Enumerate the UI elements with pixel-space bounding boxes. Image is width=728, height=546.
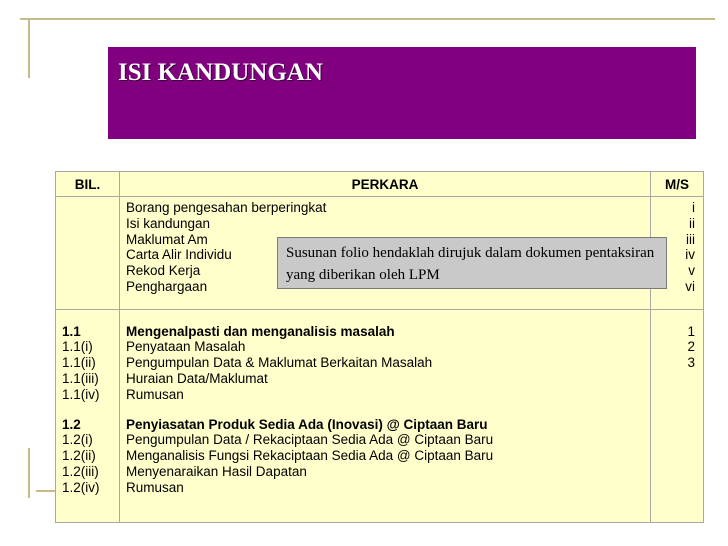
item-number: 1.2(i): [62, 432, 93, 448]
list-item: Rumusan: [126, 479, 184, 495]
decor-line-top: [20, 18, 715, 20]
page-number: 3: [687, 355, 695, 371]
list-item: Borang pengesahan berperingkat: [126, 200, 327, 215]
contents-table: [55, 171, 704, 523]
page-number: vi: [685, 278, 695, 294]
page-number: v: [688, 263, 695, 279]
page-number: ii: [689, 215, 695, 231]
item-number: 1.1(iii): [62, 371, 99, 387]
list-item: Menganalisis Fungsi Rekaciptaan Sedia Ada @ Ciptaan Baru: [126, 448, 494, 464]
section-number: 1.2: [62, 416, 81, 432]
item-number: 1.2(iii): [62, 464, 99, 480]
item-number: 1.1(iv): [62, 386, 100, 402]
list-item: Penyataan Masalah: [126, 339, 246, 355]
header-bil: BIL.: [56, 172, 120, 197]
section-title: Mengenalpasti dan menganalisis masalah: [126, 323, 395, 339]
list-item: Carta Alir Individu: [126, 247, 232, 263]
decor-line-bottom: [36, 490, 56, 492]
list-item: Isi kandungan: [126, 215, 211, 231]
page-title: ISI KANDUNGAN: [118, 59, 323, 86]
item-number: 1.1(ii): [62, 355, 96, 371]
decor-line-left: [28, 18, 30, 78]
page-number: 1: [687, 323, 695, 339]
list-item: Pengumpulan Data & Maklumat Berkaitan Masalah: [126, 355, 433, 371]
section-number: 1.1: [62, 323, 81, 339]
header-perkara: PERKARA: [120, 172, 651, 197]
list-item: Pengumpulan Data / Rekaciptaan Sedia Ada @ Ciptaan Baru: [126, 432, 494, 448]
list-item: Rumusan: [126, 386, 184, 402]
list-item: Menyenaraikan Hasil Dapatan: [126, 464, 307, 480]
list-item: Penghargaan: [126, 278, 208, 294]
list-item: Maklumat Am: [126, 231, 208, 247]
decor-line-left-lower: [28, 448, 30, 498]
table-header-row: [56, 172, 704, 197]
page-number: iii: [686, 231, 695, 247]
page-number: 2: [687, 339, 695, 355]
item-number: 1.1(i): [62, 339, 93, 355]
note-callout: Susunan folio hendaklah dirujuk dalam dokumen pentaksiran yang diberikan oleh LPM: [277, 237, 667, 289]
page-number: iv: [685, 247, 695, 263]
table-row-sections: [56, 309, 704, 522]
item-number: 1.2(ii): [62, 448, 96, 464]
list-item: Huraian Data/Maklumat: [126, 371, 268, 387]
title-banner: [108, 47, 696, 139]
list-item: Rekod Kerja: [126, 263, 201, 279]
page-number: i: [692, 200, 695, 215]
header-ms: M/S: [651, 172, 704, 197]
item-number: 1.2(iv): [62, 479, 100, 495]
section-title: Penyiasatan Produk Sedia Ada (Inovasi) @ Ciptaan Baru: [126, 416, 488, 432]
